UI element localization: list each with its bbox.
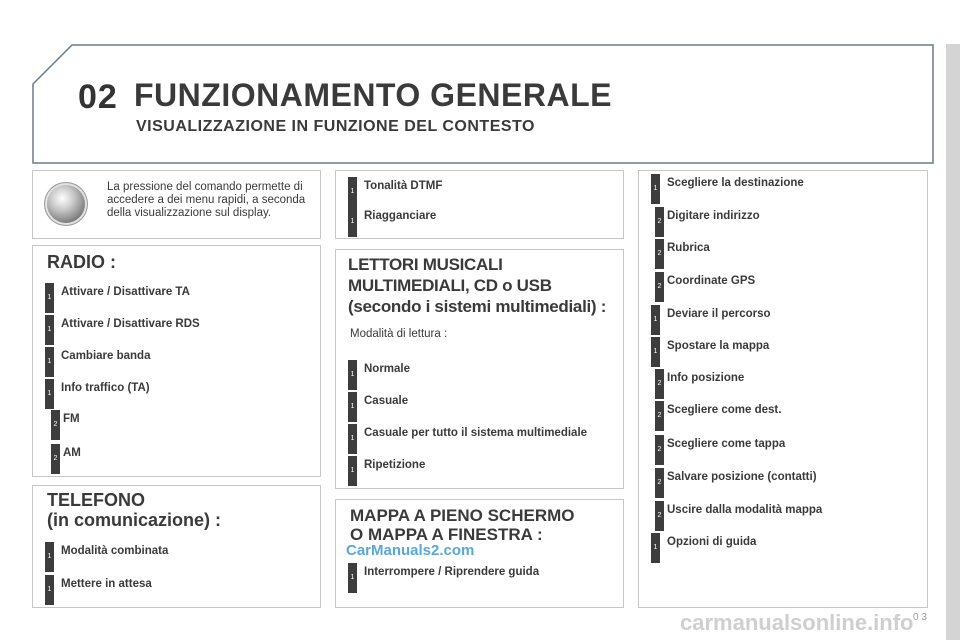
level-badge: 1	[45, 347, 54, 377]
level-badge: 1	[651, 337, 660, 367]
item-label: Scegliere come tappa	[667, 438, 786, 450]
item-label: Uscire dalla modalità mappa	[667, 504, 823, 516]
lettori-box	[335, 249, 624, 489]
dtmf-box	[335, 170, 624, 239]
mappa-heading-line1: MAPPA A PIENO SCHERMO	[350, 506, 575, 525]
right-edge-strip	[946, 44, 960, 640]
item-label: Rubrica	[667, 242, 710, 254]
level-badge: 1	[45, 542, 54, 572]
item-label: Riagganciare	[364, 210, 437, 222]
chapter-number: 02	[78, 78, 118, 116]
telefono-heading	[47, 490, 221, 530]
telefono-box	[32, 485, 321, 608]
telefono-heading-line1: TELEFONO	[47, 490, 145, 510]
command-knob-icon	[47, 185, 85, 223]
level-badge: 1	[45, 315, 54, 345]
radio-box	[32, 245, 321, 477]
level-badge: 2	[655, 401, 664, 431]
level-badge: 1	[348, 424, 357, 454]
level-badge: 2	[655, 207, 664, 237]
item-label: Attivare / Disattivare RDS	[61, 318, 200, 330]
item-label: Casuale per tutto il sistema multimediale	[364, 427, 588, 439]
item-label: Casuale	[364, 395, 409, 407]
level-badge: 2	[655, 435, 664, 465]
level-badge: 2	[51, 444, 60, 474]
item-label: Attivare / Disattivare TA	[61, 286, 190, 298]
mappa-heading	[350, 506, 574, 544]
item-label: Digitare indirizzo	[667, 210, 760, 222]
level-badge: 2	[655, 468, 664, 498]
level-badge: 2	[655, 369, 664, 399]
level-badge: 1	[348, 456, 357, 486]
lettori-heading	[348, 254, 606, 317]
level-badge: 1	[45, 283, 54, 313]
level-badge: 1	[348, 392, 357, 422]
item-label: Interrompere / Riprendere guida	[364, 566, 540, 578]
level-badge: 1	[651, 305, 660, 335]
item-label: Modalità combinata	[61, 545, 169, 557]
telefono-heading-line2: (in comunicazione) :	[47, 510, 222, 530]
radio-heading: RADIO :	[47, 252, 116, 272]
level-badge: 2	[655, 239, 664, 269]
item-label: Tonalità DTMF	[364, 180, 443, 192]
level-badge: 1	[651, 533, 660, 563]
item-label: Info traffico (TA)	[61, 382, 150, 394]
level-badge: 1	[348, 360, 357, 390]
item-label: Normale	[364, 363, 411, 375]
page-title: FUNZIONAMENTO GENERALE	[134, 77, 612, 113]
level-badge: 1	[45, 575, 54, 605]
item-label: Info posizione	[667, 372, 745, 384]
lettori-heading-line3: (secondo i sistemi multimediali) :	[348, 297, 607, 316]
level-badge: 1	[348, 563, 357, 593]
item-label: Cambiare banda	[61, 350, 151, 362]
level-badge: 2	[51, 410, 60, 440]
intro-text: La pressione del comando permette di accedere a dei menu rapidi, a seconda della visualizzazione sul display.	[107, 181, 306, 219]
mappa-heading-line2: O MAPPA A FINESTRA :	[350, 525, 543, 544]
level-badge: 1	[651, 174, 660, 204]
item-label: FM	[63, 413, 80, 425]
item-label: Scegliere la destinazione	[667, 177, 804, 189]
site-watermark: CarManuals2.com	[346, 542, 475, 559]
lettori-heading-line2: MULTIMEDIALI, CD o USB	[348, 276, 552, 295]
lettori-heading-line1: LETTORI MUSICALI	[348, 255, 503, 274]
item-label: Coordinate GPS	[667, 275, 756, 287]
playback-mode-label: Modalità di lettura :	[350, 328, 448, 340]
item-label: Mettere in attesa	[61, 578, 152, 590]
item-label: Ripetizione	[364, 459, 426, 471]
item-label: Spostare la mappa	[667, 340, 770, 352]
page-number: 0 3	[913, 612, 927, 623]
item-label: Deviare il percorso	[667, 308, 771, 320]
page-subtitle: VISUALIZZAZIONE IN FUNZIONE DEL CONTESTO	[136, 118, 535, 135]
level-badge: 2	[655, 272, 664, 302]
item-label: Opzioni di guida	[667, 536, 757, 548]
item-label: Salvare posizione (contatti)	[667, 471, 817, 483]
intro-box	[32, 170, 321, 239]
level-badge: 2	[655, 501, 664, 531]
level-badge: 1	[348, 177, 357, 207]
item-label: Scegliere come dest.	[667, 404, 782, 416]
level-badge: 1	[348, 207, 357, 237]
navigazione-box	[638, 170, 928, 608]
level-badge: 1	[45, 379, 54, 409]
item-label: AM	[63, 447, 81, 459]
bottom-watermark: carmanualsonline.info	[680, 610, 914, 635]
